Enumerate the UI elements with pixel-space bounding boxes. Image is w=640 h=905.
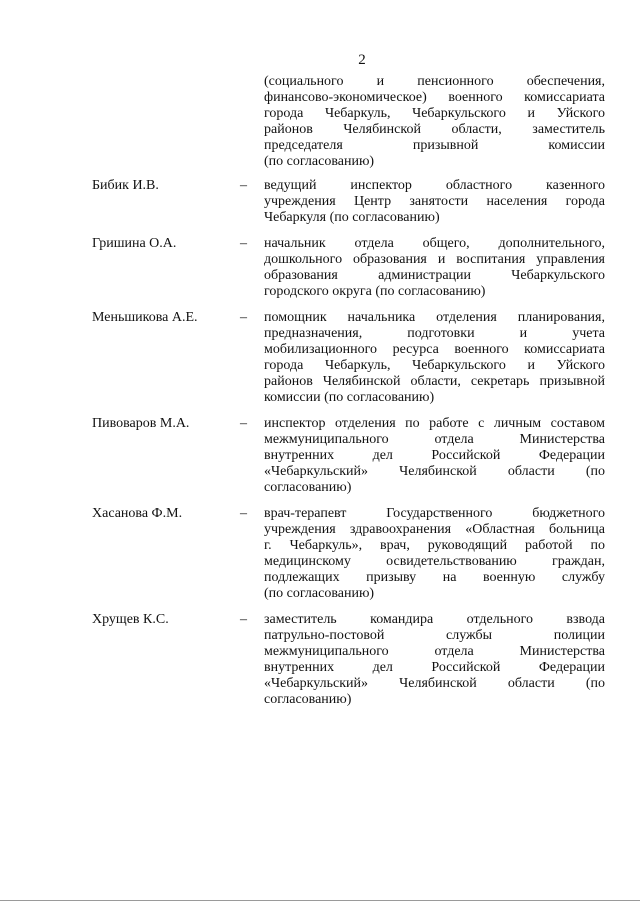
page-number: 2 xyxy=(358,52,366,68)
text-line: внутренних дел Российской Федерации xyxy=(264,660,605,675)
text-line: межмуниципального отдела Министерства xyxy=(264,432,605,447)
text-line: медицинскому освидетельствованию граждан, xyxy=(264,554,605,569)
member-role xyxy=(264,612,605,718)
member-row xyxy=(0,416,640,506)
member-name: Гришина О.А. xyxy=(92,236,177,251)
text-line: Чебаркуля (по согласованию) xyxy=(264,210,440,225)
member-dash: – xyxy=(240,612,247,627)
member-name: Меньшикова А.Е. xyxy=(92,310,198,325)
text-line: районов Челябинской области, секретарь призывной xyxy=(264,374,605,389)
text-line: мобилизационного ресурса военного комиссариата xyxy=(264,342,605,357)
text-line: инспектор отделения по работе с личным составом xyxy=(264,416,605,431)
member-dash: – xyxy=(240,178,247,193)
member-role xyxy=(264,416,605,506)
text-line: г. Чебаркуль», врач, руководящий работой по xyxy=(264,538,605,553)
member-name: Хрущев К.С. xyxy=(92,612,169,627)
text-line: дошкольного образования и воспитания управления xyxy=(264,252,605,267)
member-role xyxy=(264,236,605,310)
text-line: патрульно-постовой службы полиции xyxy=(264,628,605,643)
member-name: Бибик И.В. xyxy=(92,178,159,193)
text-line: «Чебаркульский» Челябинской области (по xyxy=(264,676,605,691)
text-line: председателя призывной комиссии xyxy=(264,138,605,153)
member-role xyxy=(264,506,605,612)
member-name: Пивоваров М.А. xyxy=(92,416,190,431)
text-line: города Чебаркуль, Чебаркульского и Уйского xyxy=(264,358,605,373)
text-line: «Чебаркульский» Челябинской области (по xyxy=(264,464,605,479)
commission-members-list xyxy=(0,178,640,718)
member-role xyxy=(264,178,605,236)
member-row xyxy=(0,178,640,236)
text-line: заместитель командира отдельного взвода xyxy=(264,612,605,627)
member-row xyxy=(0,310,640,416)
member-row xyxy=(0,506,640,612)
text-line: согласованию) xyxy=(264,692,352,707)
member-row xyxy=(0,236,640,310)
text-line: межмуниципального отдела Министерства xyxy=(264,644,605,659)
text-line: ведущий инспектор областного казенного xyxy=(264,178,605,193)
member-dash: – xyxy=(240,506,247,521)
member-name: Хасанова Ф.М. xyxy=(92,506,183,521)
member-dash: – xyxy=(240,236,247,251)
text-line: образования администрации Чебаркульского xyxy=(264,268,605,283)
text-line: начальник отдела общего, дополнительного, xyxy=(264,236,605,251)
text-line: предназначения, подготовки и учета xyxy=(264,326,605,341)
member-dash: – xyxy=(240,310,247,325)
text-line: помощник начальника отделения планирования, xyxy=(264,310,605,325)
continued-role-text xyxy=(264,74,605,170)
member-dash: – xyxy=(240,416,247,431)
text-line: городского округа (по согласованию) xyxy=(264,284,486,299)
text-line: (по согласованию) xyxy=(264,586,375,601)
text-line: (по согласованию) xyxy=(264,154,375,169)
text-line: города Чебаркуль, Чебаркульского и Уйского xyxy=(264,106,605,121)
text-line: комиссии (по согласованию) xyxy=(264,390,435,405)
text-line: внутренних дел Российской Федерации xyxy=(264,448,605,463)
text-line: районов Челябинской области, заместитель xyxy=(264,122,605,137)
text-line: подлежащих призыву на военную службу xyxy=(264,570,605,585)
text-line: согласованию) xyxy=(264,480,352,495)
text-line: финансово-экономическое) военного комиссариата xyxy=(264,90,605,105)
page-bottom-rule xyxy=(0,900,640,901)
text-line: учреждения Центр занятости населения города xyxy=(264,194,605,209)
text-line: (социального и пенсионного обеспечения, xyxy=(264,74,605,89)
text-line: учреждения здравоохранения «Областная больница xyxy=(264,522,605,537)
member-row xyxy=(0,612,640,718)
member-role xyxy=(264,310,605,416)
text-line: врач-терапевт Государственного бюджетного xyxy=(264,506,605,521)
